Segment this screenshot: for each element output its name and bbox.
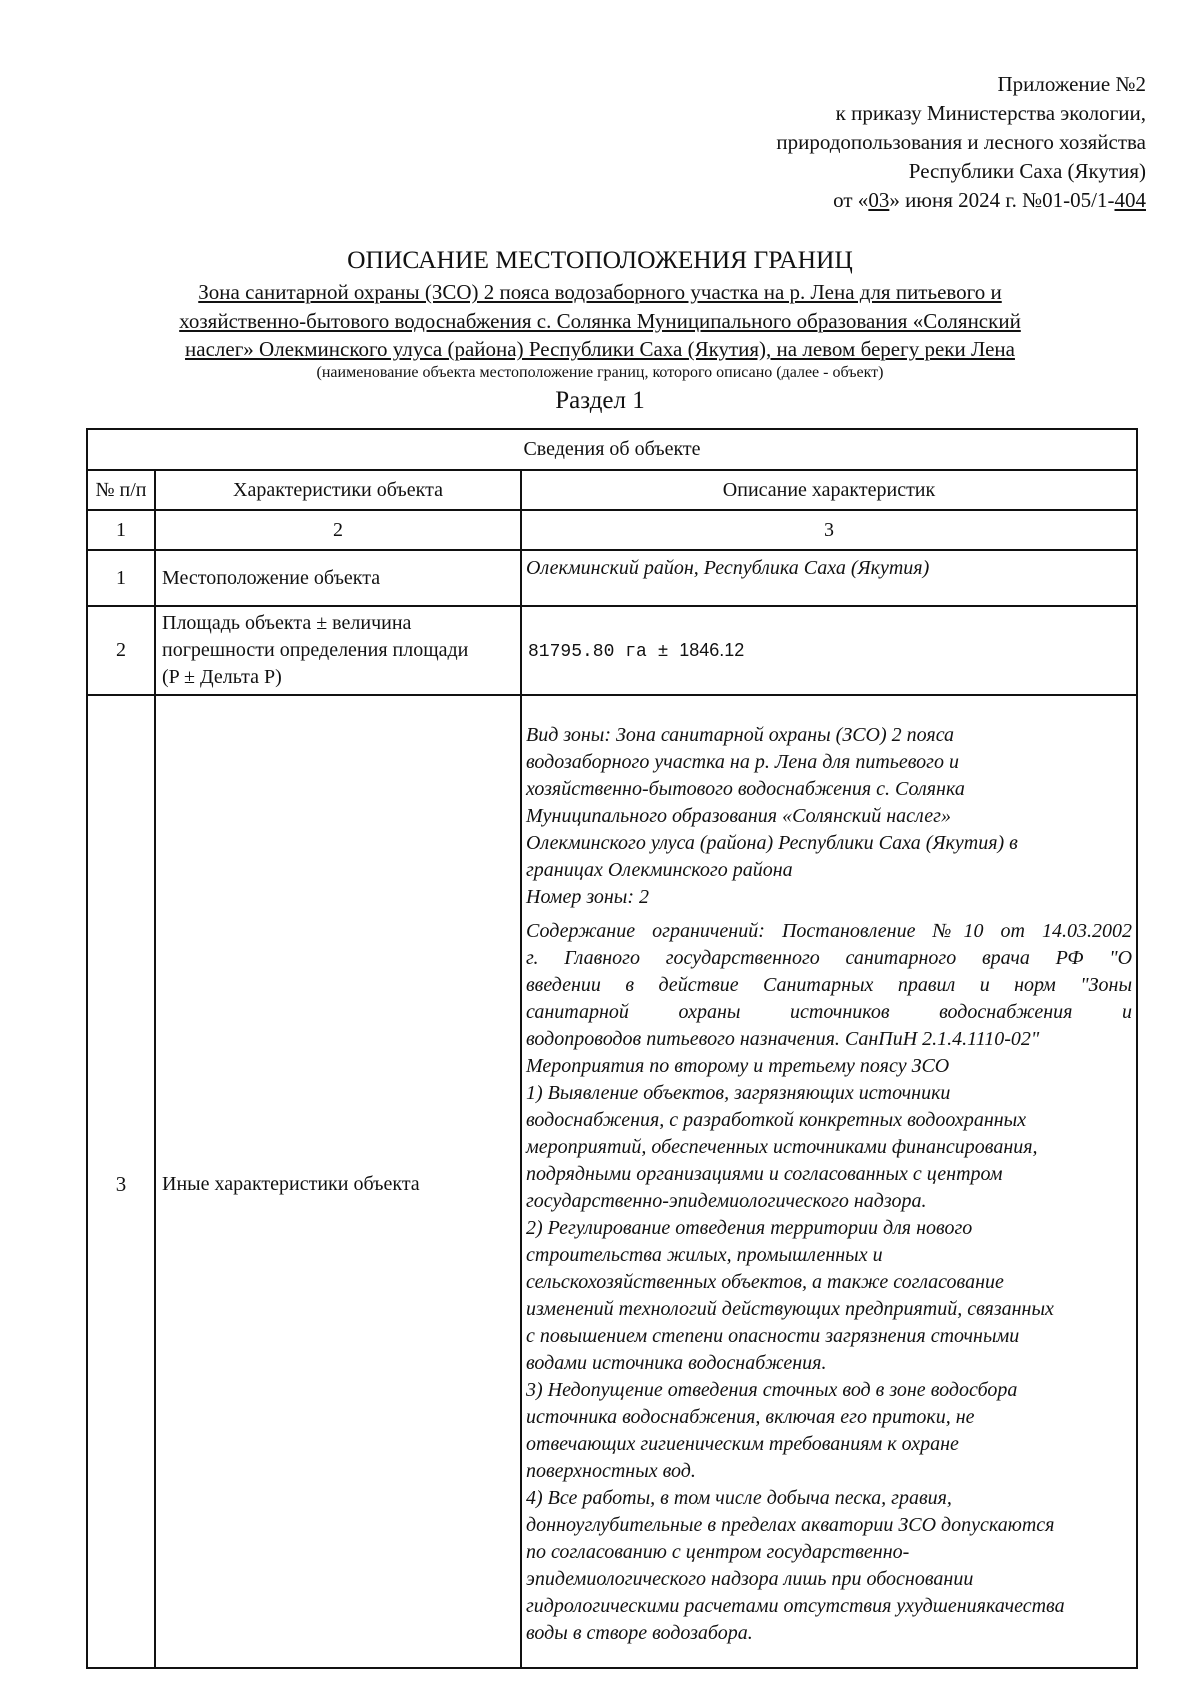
appendix-line: природопользования и лесного хозяйства	[776, 130, 1146, 154]
restriction-line: источника водоснабжения, включая его притоки, не	[526, 1406, 975, 1428]
restriction-line: гидрологическими расчетами отсутствия ухудшениякачества	[526, 1595, 1065, 1617]
date-prefix: от «	[833, 188, 869, 212]
restriction-line: 4) Все работы, в том числе добыча песка, гравия,	[526, 1487, 952, 1509]
restriction-line: 1) Выявление объектов, загрязняющих источники	[526, 1082, 951, 1104]
zone-line: Олекминского улуса (района) Республики Саха (Якутия) в	[526, 832, 1018, 854]
restriction-line: мероприятий, обеспеченных источниками финансирования,	[526, 1136, 1038, 1158]
table-header-row	[87, 470, 1137, 510]
location-value: Олекминский район, Республика Саха (Якутия)	[521, 540, 1137, 596]
restriction-line: подрядными организациями и согласованных с центром	[526, 1163, 1003, 1185]
header-characteristics: Характеристики объекта	[155, 470, 521, 510]
table-row	[87, 695, 1137, 1668]
object-info-table	[86, 428, 1138, 1669]
restriction-line: с повышением степени опасности загрязнения сточными	[526, 1325, 1020, 1347]
date-middle: » июня 2024 г. №01-05/1-	[889, 188, 1115, 212]
header-description: Описание характеристик	[521, 470, 1137, 510]
document-title: ОПИСАНИЕ МЕСТОПОЛОЖЕНИЯ ГРАНИЦ	[347, 245, 853, 274]
restriction-line: государственно-эпидемиологического надзора.	[526, 1190, 927, 1212]
row-label-line: погрешности определения площади	[162, 639, 469, 661]
zone-line: хозяйственно-бытового водоснабжения с. Солянка	[526, 778, 965, 800]
restriction-line: по согласованию с центром государственно-	[526, 1541, 910, 1563]
table-title: Сведения об объекте	[87, 429, 1137, 470]
table-row	[87, 550, 1137, 606]
area-value	[521, 606, 1137, 695]
restriction-line: донноуглубительные в пределах акватории ЗСО допускаются	[526, 1514, 1055, 1536]
restriction-line: водоснабжения, с разработкой конкретных водоохранных	[526, 1109, 1027, 1131]
restriction-line: воды в створе водозабора.	[526, 1622, 753, 1644]
restriction-line: 3) Недопущение отведения сточных вод в зоне водосбора	[526, 1379, 1018, 1401]
zone-line: Вид зоны: Зона санитарной охраны (ЗСО) 2 пояса	[526, 724, 955, 746]
zone-line: водозаборного участка на р. Лена для питьевого и	[526, 751, 959, 773]
row-label	[155, 606, 521, 695]
row-number: 3	[87, 695, 155, 1668]
object-name-line: наслег» Олекминского улуса (района) Республики Саха (Якутия), на левом берегу реки Лена	[185, 337, 1015, 361]
area-error: 1846.12	[679, 639, 745, 660]
header-number: № п/п	[87, 470, 155, 510]
restriction-line: сельскохозяйственных объектов, а также согласование	[526, 1271, 1004, 1293]
order-number: 404	[1114, 188, 1146, 212]
restriction-line: введении в действие Санитарных правил и норм "Зоны	[526, 974, 1133, 996]
section-heading: Раздел 1	[555, 387, 645, 414]
zone-number: Номер зоны: 2	[526, 886, 649, 908]
restriction-line: Содержание ограничений: Постановление №10 от 14.03.2002	[526, 920, 1133, 942]
row-label-line: (P ± Дельта P)	[162, 666, 282, 688]
restriction-line: 2) Регулирование отведения территории для нового	[526, 1217, 973, 1239]
appendix-line: Приложение №2	[997, 72, 1146, 96]
appendix-header	[546, 70, 1146, 215]
column-number: 1	[87, 510, 155, 550]
restriction-line: г. Главного государственного санитарного врача РФ "О	[526, 947, 1133, 969]
row-number: 1	[87, 550, 155, 606]
restriction-line: санитарной охраны источников водоснабжения и	[526, 1001, 1133, 1023]
appendix-line: Республики Саха (Якутия)	[908, 159, 1146, 183]
column-number: 2	[155, 510, 521, 550]
appendix-line: к приказу Министерства экологии,	[835, 101, 1146, 125]
zone-line: Муниципального образования «Солянский наслег»	[526, 805, 951, 827]
zone-line: границах Олекминского района	[526, 859, 793, 881]
restriction-line: Мероприятия по второму и третьему поясу ЗСО	[526, 1055, 950, 1077]
table-row	[87, 606, 1137, 695]
restriction-line: строительства жилых, промышленных и	[526, 1244, 883, 1266]
other-characteristics	[521, 695, 1137, 1668]
column-number: 3	[521, 510, 1137, 550]
date-day: 03	[868, 188, 890, 212]
row-label: Иные характеристики объекта	[155, 695, 521, 1668]
object-name-line: Зона санитарной охраны (ЗСО) 2 пояса водозаборного участка на р. Лена для питьевого и	[198, 280, 1002, 304]
restriction-line: водами источника водоснабжения.	[526, 1352, 827, 1374]
row-label: Местоположение объекта	[155, 550, 521, 606]
restriction-line: эпидемиологического надзора лишь при обосновании	[526, 1568, 974, 1590]
restriction-line: отвечающих гигиеническим требованиям к охране	[526, 1433, 959, 1455]
order-date-line	[546, 186, 1146, 215]
restriction-line: водопроводов питьевого назначения. СанПиН 2.1.4.1110-02"	[526, 1028, 1040, 1050]
object-name	[90, 278, 1110, 364]
table-title-row	[87, 429, 1137, 470]
object-name-line: хозяйственно-бытового водоснабжения с. Солянка Муниципального образования «Солянский	[179, 308, 1021, 333]
restriction-line: изменений технологий действующих предприятий, связанных	[526, 1298, 1054, 1320]
object-name-caption: (наименование объекта местоположение границ, которого описано (далее - объект)	[316, 364, 884, 381]
row-label-line: Площадь объекта ± величина	[162, 612, 412, 634]
restriction-line: поверхностных вод.	[526, 1460, 696, 1482]
row-number: 2	[87, 606, 155, 695]
area-amount: 81795.80 га ±	[528, 641, 669, 662]
